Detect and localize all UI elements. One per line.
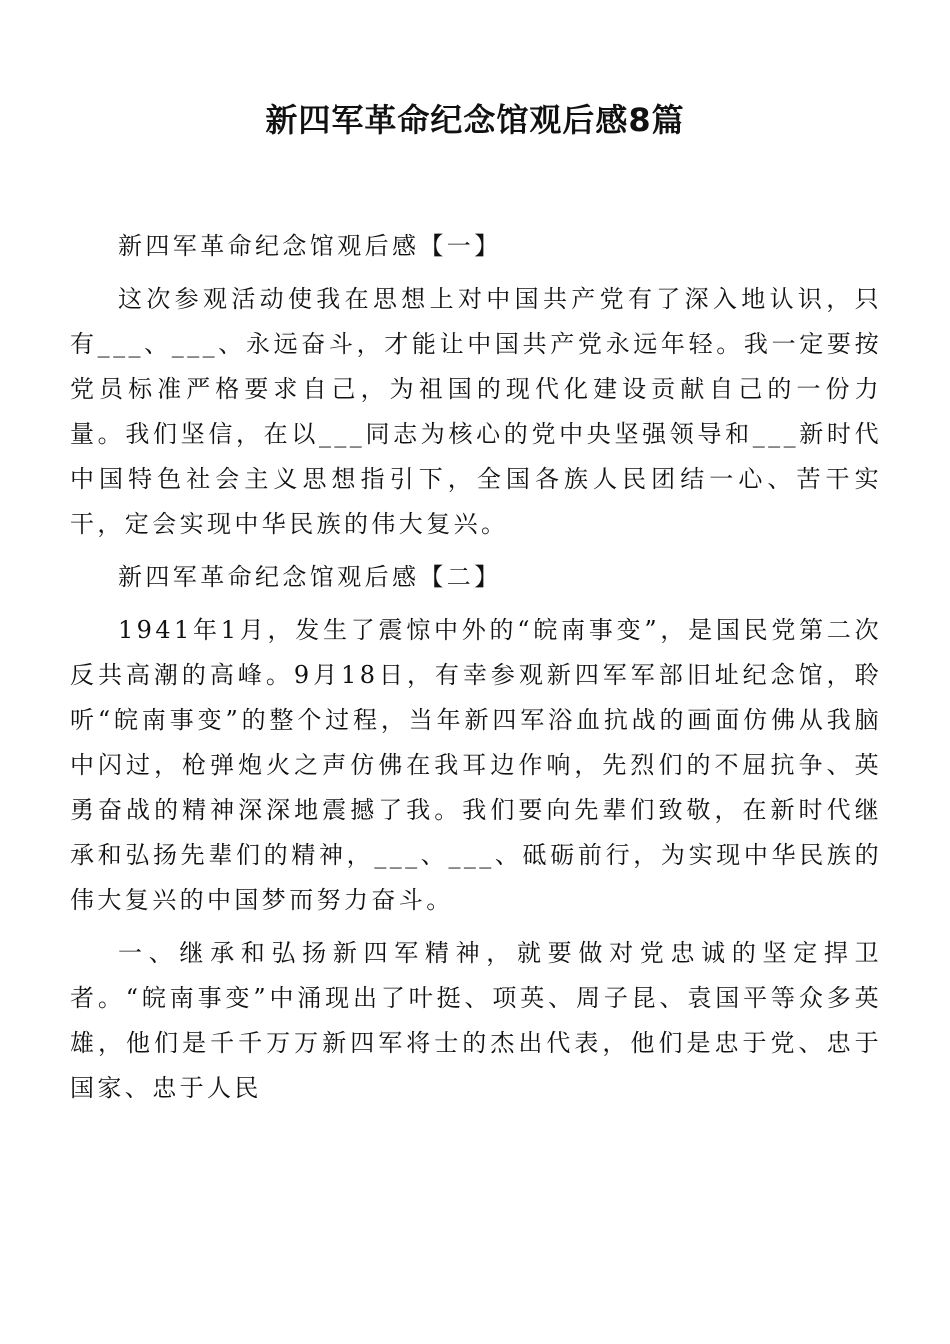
document-body	[70, 224, 882, 1119]
section-heading-1: 新四军革命纪念馆观后感【一】	[118, 232, 502, 260]
document-title: 新四军革命纪念馆观后感8篇	[265, 101, 685, 139]
section-heading-2: 新四军革命纪念馆观后感【二】	[118, 563, 502, 591]
paragraph: 一、继承和弘扬新四军精神，就要做对党忠诚的坚定捍卫者。“皖南事变”中涌现出了叶挺、项英、周子昆、袁国平等众多英雄，他们是千千万万新四军将士的杰出代表，他们是忠于党、忠于国家、忠于人民	[70, 939, 882, 1102]
paragraph: 1941年1月，发生了震惊中外的“皖南事变”，是国民党第二次反共高潮的高峰。9月18日，有幸参观新四军军部旧址纪念馆，聆听“皖南事变”的整个过程，当年新四军浴血抗战的画面仿佛从我脑中闪过，枪弹炮火之声仿佛在我耳边作响，先烈们的不屈抗争、英勇奋战的精神深深地震撼了我。我们要向先辈们致敬，在新时代继承和弘扬先辈们的精神，___、___、砥砺前行，为实现中华民族的伟大复兴的中国梦而努力奋斗。	[70, 616, 882, 914]
paragraph: 这次参观活动使我在思想上对中国共产党有了深入地认识，只有___、___、永远奋斗，才能让中国共产党永远年轻。我一定要按党员标准严格要求自己，为祖国的现代化建设贡献自己的一份力量。我们坚信，在以___同志为核心的党中央坚强领导和___新时代中国特色社会主义思想指引下，全国各族人民团结一心、苦干实干，定会实现中华民族的伟大复兴。	[70, 285, 882, 538]
